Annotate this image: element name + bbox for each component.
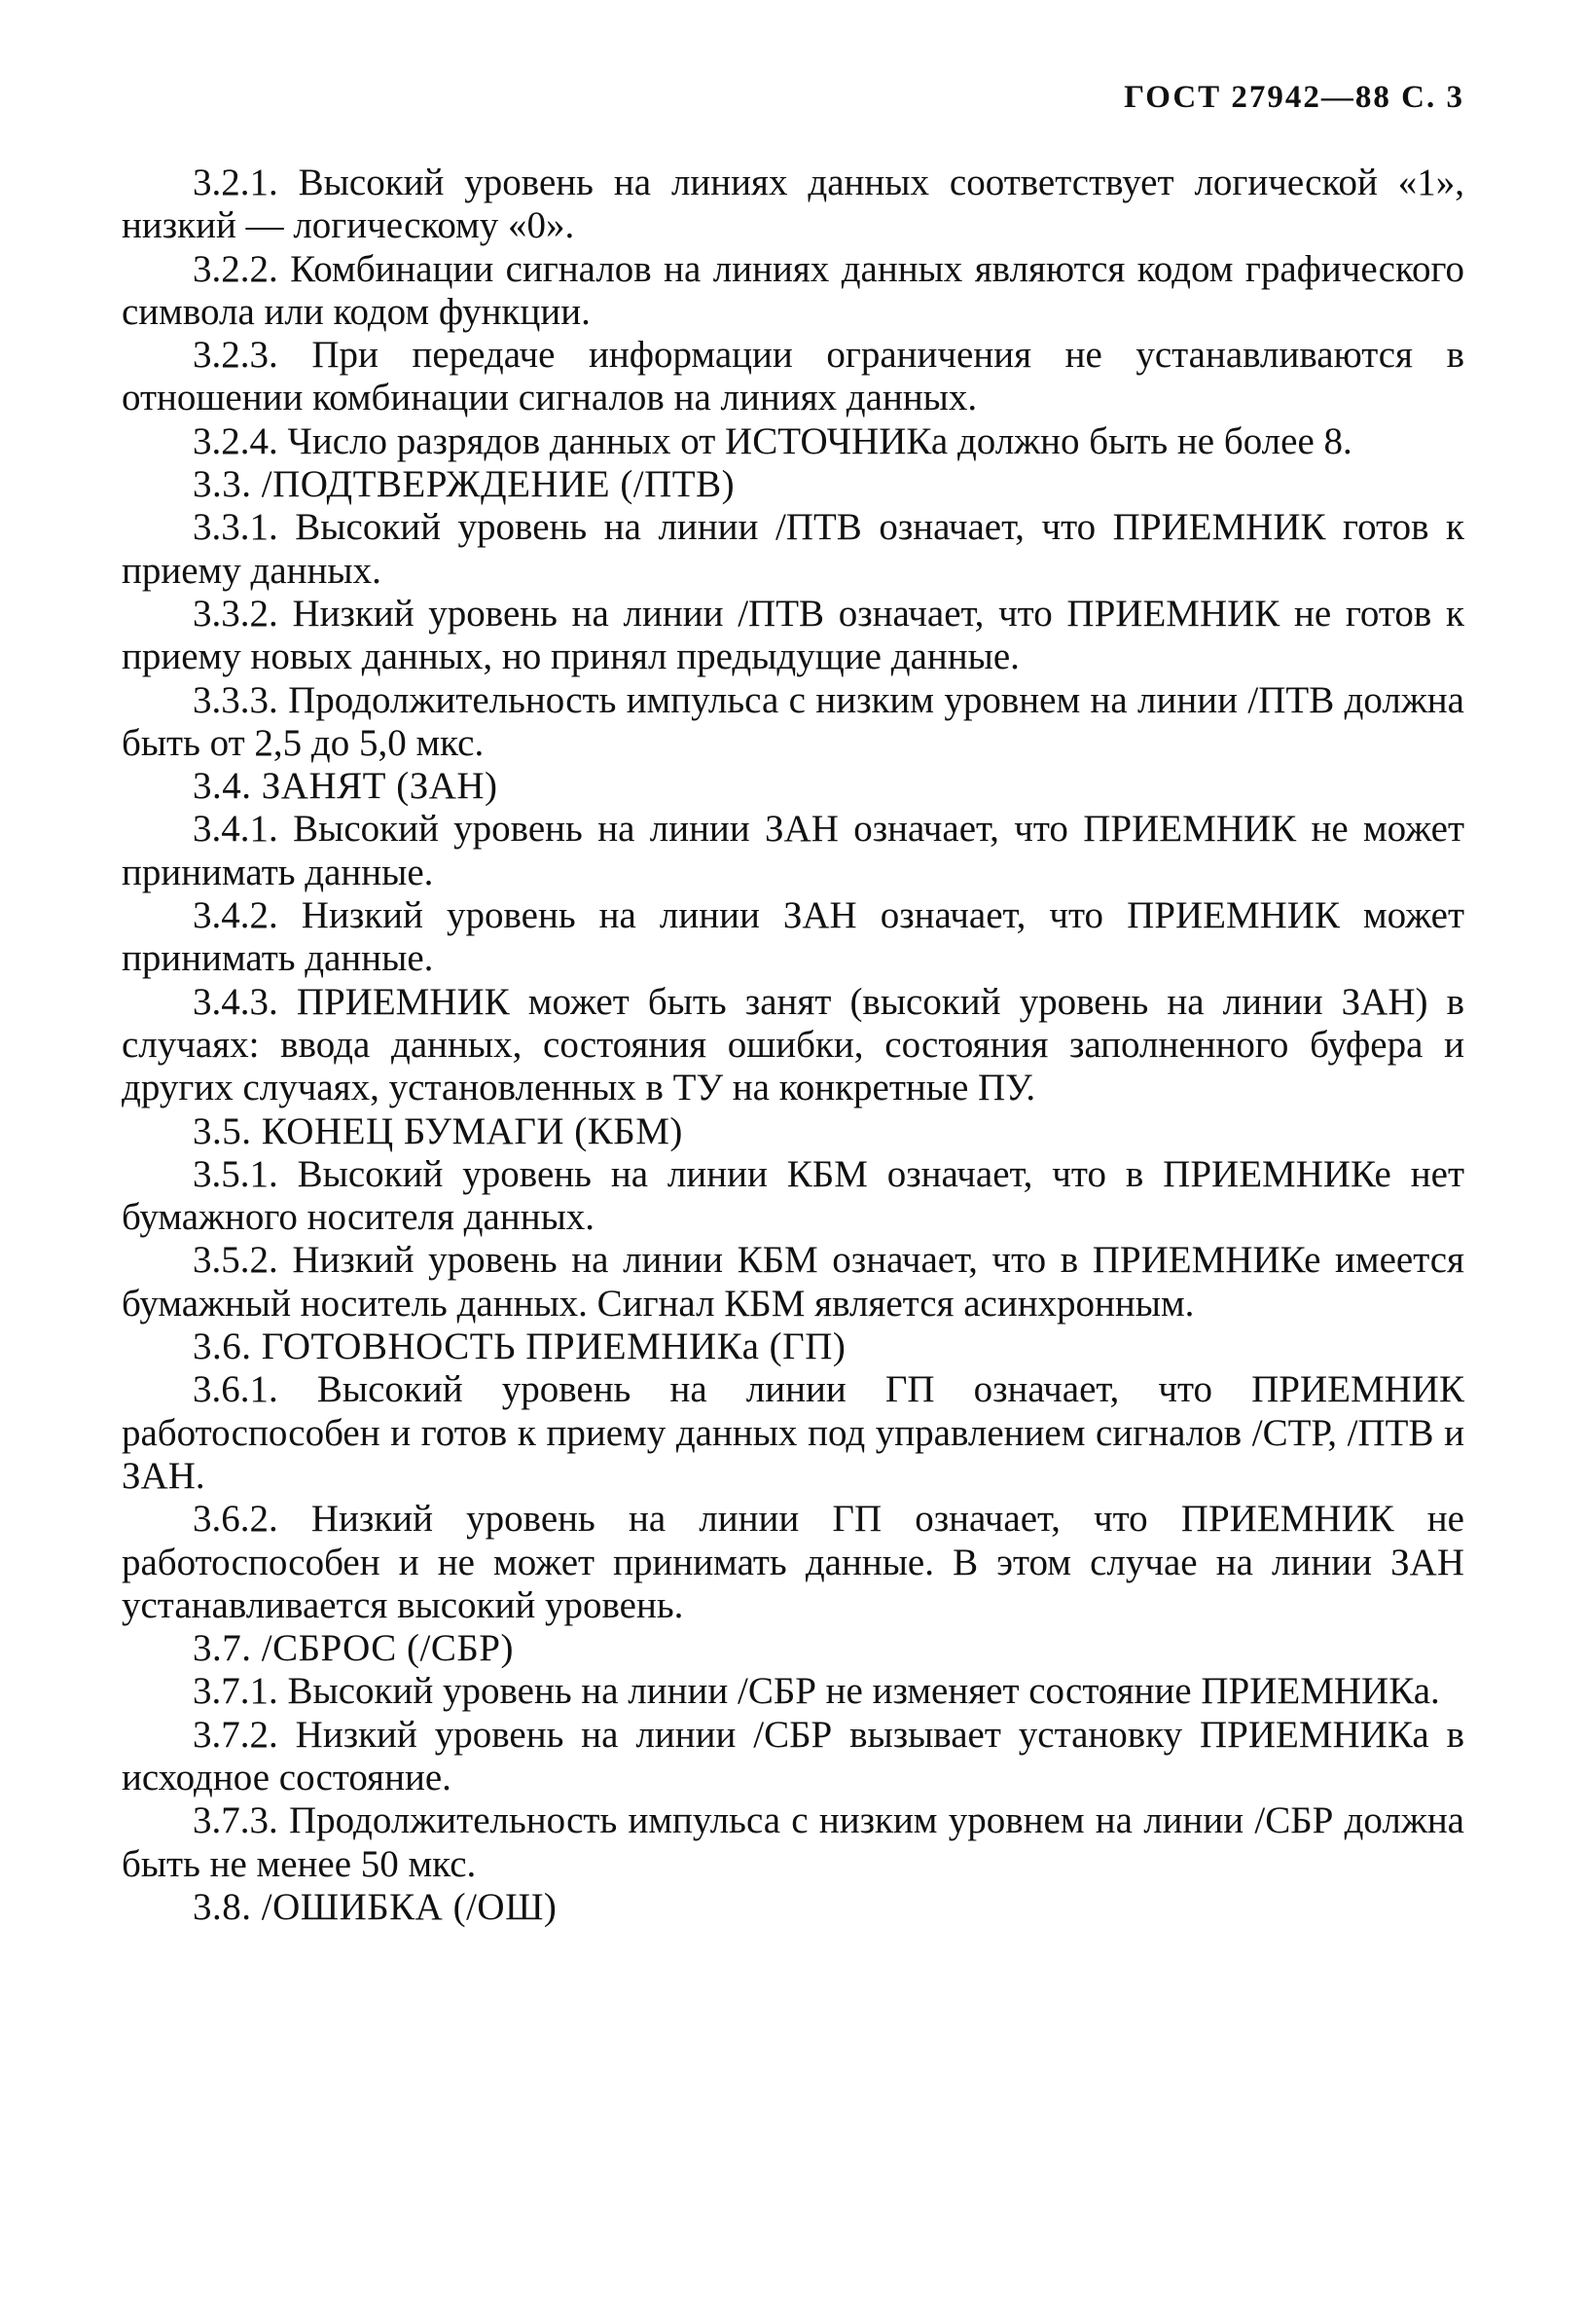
paragraph-3-4-2: 3.4.2. Низкий уровень на линии ЗАН означает, что ПРИЕМНИК может принимать данные. (122, 894, 1464, 980)
paragraph-3-4-1: 3.4.1. Высокий уровень на линии ЗАН означает, что ПРИЕМНИК не может принимать данные. (122, 808, 1464, 893)
document-body (122, 162, 1464, 1929)
paragraph-3-2-4: 3.2.4. Число разрядов данных от ИСТОЧНИКа должно быть не более 8. (193, 419, 1352, 462)
paragraph-3-4-3: 3.4.3. ПРИЕМНИК может быть занят (высокий уровень на линии ЗАН) в случаях: ввода данных, состояния ошибки, состояния заполненного буфера и других случаях, установленных в ТУ на конкретные ПУ. (122, 980, 1464, 1109)
paragraph-3-6-2: 3.6.2. Низкий уровень на линии ГП означает, что ПРИЕМНИК не работоспособен и не может принимать данные. В этом случае на линии ЗАН устанавливается высокий уровень. (122, 1498, 1464, 1626)
paragraph-3-6-1: 3.6.1. Высокий уровень на линии ГП означает, что ПРИЕМНИК работоспособен и готов к приему данных под управлением сигналов /СТР, /ПТВ и ЗАН. (122, 1368, 1464, 1497)
paragraph-3-2-1: 3.2.1. Высокий уровень на линиях данных соответствует логической «1», низкий — логическому «0». (122, 162, 1464, 247)
paragraph-3-2-2: 3.2.2. Комбинации сигналов на линиях данных являются кодом графического символа или кодом функции. (122, 247, 1464, 333)
paragraph-3-2-3: 3.2.3. При передаче информации ограничения не устанавливаются в отношении комбинации сигналов на линиях данных. (122, 334, 1464, 419)
paragraph-3-7-2: 3.7.2. Низкий уровень на линии /СБР вызывает установку ПРИЕМНИКа в исходное состояние. (122, 1713, 1464, 1798)
paragraph-3-3-3: 3.3.3. Продолжительность импульса с низким уровнем на линии /ПТВ должна быть от 2,5 до 5,0 мкс. (122, 678, 1464, 764)
paragraph-3-3-2: 3.3.2. Низкий уровень на линии /ПТВ означает, что ПРИЕМНИК не готов к приему новых данных, но принял предыдущие данные. (122, 592, 1464, 678)
section-heading-3-6: 3.6. ГОТОВНОСТЬ ПРИЕМНИКа (ГП) (193, 1325, 847, 1368)
paragraph-3-5-2: 3.5.2. Низкий уровень на линии КБМ означает, что в ПРИЕМНИКе имеется бумажный носитель данных. Сигнал КБМ является асинхронным. (122, 1239, 1464, 1325)
paragraph-3-7-1: 3.7.1. Высокий уровень на линии /СБР не изменяет состояние ПРИЕМНИКа. (193, 1670, 1440, 1713)
paragraph-3-7-3: 3.7.3. Продолжительность импульса с низким уровнем на линии /СБР должна быть не менее 50 мкс. (122, 1799, 1464, 1885)
section-heading-3-7: 3.7. /СБРОС (/СБР) (193, 1627, 514, 1670)
section-heading-3-8: 3.8. /ОШИБКА (/ОШ) (193, 1885, 558, 1928)
section-heading-3-5: 3.5. КОНЕЦ БУМАГИ (КБМ) (193, 1109, 683, 1152)
section-heading-3-3: 3.3. /ПОДТВЕРЖДЕНИЕ (/ПТВ) (193, 463, 736, 506)
page-header: ГОСТ 27942—88 С. 3 (1124, 80, 1464, 115)
paragraph-3-3-1: 3.3.1. Высокий уровень на линии /ПТВ означает, что ПРИЕМНИК готов к приему данных. (122, 506, 1464, 592)
paragraph-3-5-1: 3.5.1. Высокий уровень на линии КБМ означает, что в ПРИЕМНИКе нет бумажного носителя данных. (122, 1152, 1464, 1239)
section-heading-3-4: 3.4. ЗАНЯТ (ЗАН) (193, 765, 498, 808)
